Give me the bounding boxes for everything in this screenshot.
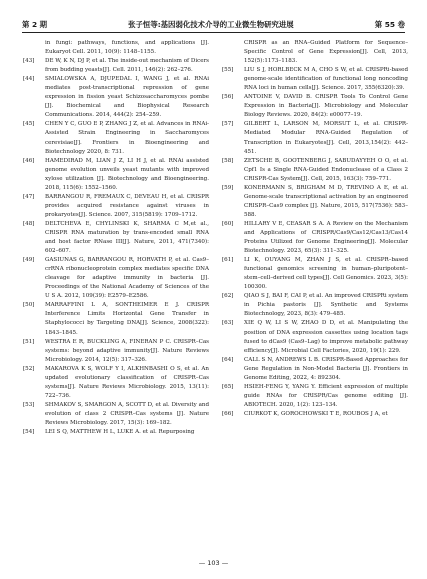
article-title: 张子恒等:基因弱化技术介导的工业微生物研究进展	[128, 20, 294, 29]
reference-item	[222, 220, 408, 256]
reference-item	[222, 319, 408, 355]
reference-text: LEI S Q, MATTHEW H L, LUKE A. et al. Repurposing	[45, 429, 195, 436]
reference-number: [52]	[23, 365, 35, 372]
reference-text: HSIEH-FENG Y, YANG Y. Efficient expression of multiple guide RNAs for CRISPR/Cas genome editing [J]. ABIOTECH. 2020, 1(2): 123–134.	[244, 383, 408, 408]
reference-text: GILBERT L, LARSON M, MORSUT L, et al. CRISPR-Mediated Modular RNA-Guided Regulation of Transcription in Eukaryotes[J]. Cell, 2013,154(2): 442–451.	[244, 121, 408, 155]
reference-item	[23, 365, 209, 401]
reference-number: [43]	[23, 58, 35, 65]
reference-text: HAMEDIRAD M, LIAN J Z, LI H J, et al. RNAi assisted genome evolution unveils yeast mutants with improved xylose utilization [J]. Biotechnology and Bioengineering. 2018, 115(6): 1552–1560.	[45, 157, 209, 191]
volume-number: 第 55 卷	[374, 20, 405, 29]
page-number: — 103 —	[198, 559, 229, 567]
reference-item	[222, 120, 408, 156]
reference-number: [44]	[23, 76, 35, 83]
reference-number: [56]	[222, 94, 234, 101]
reference-item	[23, 39, 209, 57]
reference-text: GASIUNAS G, BARRANGOU R, HORVATH P, et al. Cas9–crRNA ribonucleoprotein complex mediates specific DNA cleavage for adaptive immunity in bacteria [J]. Proceedings of the National Academy of Sciences of the U S A. 2012, 109(39): E2579–E2586.	[45, 257, 209, 300]
reference-text: XIE Q W, LI S W, ZHAO D D, et al. Manipulating the position of DNA expression cassettes using location tags fused to dCas9 (Cas9–Lag) to improve metabolic pathway efficiency[J]. Microbial Cell Factories, 2020, 19(1): 229.	[244, 320, 408, 354]
header-rule	[22, 32, 405, 33]
reference-text: SHMAKOV S, SMARGON A, SCOTT D, et al. Diversity and evolution of class 2 CRISPR–Cas systems [J]. Nature Reviews Microbiology. 2017, 15(3): 169–182.	[45, 401, 209, 426]
reference-item	[222, 157, 408, 184]
reference-item	[23, 193, 209, 220]
reference-text: DELTCHEVA E, CHYLINSKI K, SHARMA C M,et al., CRISPR RNA maturation by trans-encoded small RNA and host factor RNase III[J]. Nature, 2011, 471(7340): 602–607.	[45, 220, 209, 255]
reference-text: HILLARY V E, CEASAR S A. A Review on the Mechanism and Applications of CRISPR/Cas9/Cas12/Cas13/Cas14 Proteins Utilized for Genome Engineering[J]. Molecular Biotechnology. 2023, 65(3): 311–325.	[244, 220, 408, 255]
reference-item	[222, 292, 408, 319]
reference-item	[23, 428, 209, 437]
reference-text: SMIALOWSKA A, DJUPEDAL I, WANG J, et al. RNAi mediates post-transcriptional repression of gene expression in fission yeast Schizosaccharomyces pombe [J]. Biochemical and Biophysical Research Communications. 2014, 444(2): 254–259.	[45, 76, 209, 119]
running-header	[22, 14, 405, 30]
reference-item	[222, 410, 408, 419]
reference-item	[23, 157, 209, 193]
reference-number: [55]	[222, 67, 234, 74]
reference-text: KONERMANN S, BRIGHAM M D, TREVINO A E, et al. Genome-scale transcriptional activation by an engineered CRISPR–Cas9 complex [J]. Nature, 2015, 517(7536): 583–588.	[244, 184, 408, 218]
reference-text: in fungi: pathways, functions, and applications [J]. Eukaryot Cell. 2011, 10(9): 1148–1155.	[45, 40, 209, 56]
reference-number: [53]	[23, 401, 35, 408]
reference-text: CHEN Y C, GUO E P, ZHANG J Z, et al. Advances in RNAi-Assisted Strain Engineering in Saccharomyces cerevisiae[J]. Frontiers in Bioengineering and Biotechnology 2020, 8: 731.	[45, 121, 209, 155]
reference-number: [60]	[222, 220, 234, 227]
reference-item	[222, 93, 408, 120]
reference-number: [57]	[222, 121, 234, 128]
reference-number: [51]	[23, 338, 35, 345]
reference-item	[23, 401, 209, 428]
reference-number: [46]	[23, 157, 35, 164]
reference-item	[222, 39, 408, 66]
reference-text: ANTOINE V, DAVID B. CRISPR Tools To Control Gene Expression in Bacteria[J]. Microbiology and Molecular Biology Reviews. 2020, 84(2): e00077–19.	[244, 94, 408, 119]
reference-column-right	[222, 39, 408, 419]
reference-number: [45]	[23, 121, 35, 128]
reference-text: LI K, OUYANG M, ZHAN J S, et al. CRISPR–based functional genomics screening in human–pluripotent–stem–cell–derived cell types[J]. Cell Genomics. 2023, 3(5): 100300.	[244, 257, 408, 291]
reference-number: [54]	[23, 429, 35, 436]
reference-number: [66]	[222, 410, 234, 417]
reference-text: DE W, K N, DJ P, et al. The inside-out mechanism of Dicers from budding yeasts[J]. Cell. 2011, 146(2): 262–276.	[45, 58, 209, 74]
reference-item	[222, 184, 408, 220]
reference-number: [48]	[23, 220, 35, 227]
reference-text: CALL S N, ANDREWS L B. CRISPR-Based Approaches for Gene Regulation in Non-Model Bacteria [J]. Frontiers in Genome Editing, 2022, 4: 892304.	[244, 356, 408, 381]
issue-number: 第 2 期	[22, 20, 48, 29]
reference-text: MARRAFFINI L A, SONTHEIMER E J. CRISPR Interference Limits Horizontal Gene Transfer in Staphylococci by Targeting DNA[J]. Science, 2008(322): 1843–1845.	[45, 302, 209, 336]
reference-item	[23, 338, 209, 365]
reference-number: [50]	[23, 302, 35, 309]
reference-item	[23, 256, 209, 301]
reference-text: CIURKOT K, GOROCHOWSKI T E, ROUBOS J A, et	[244, 410, 388, 417]
reference-item	[23, 120, 209, 156]
reference-column-left	[23, 39, 209, 437]
reference-number: [62]	[222, 293, 234, 300]
reference-item	[222, 383, 408, 410]
reference-number: [65]	[222, 383, 234, 390]
reference-text: WESTRA E R, BUCKLING A, FINERAN P C. CRISPR–Cas systems: beyond adaptive immunity[J]. Nature Reviews Microbiology. 2014, 12(5): 317–326.	[45, 338, 209, 363]
reference-number: [47]	[23, 193, 35, 200]
reference-item	[23, 301, 209, 337]
reference-text: LIU S J, HORLBECK M A, CHO S W, et al. CRISPRi-based genome-scale identification of functional long noncoding RNA loci in human cells[J]. Science. 2017, 355(6320):39.	[244, 67, 408, 92]
reference-number: [61]	[222, 257, 234, 264]
reference-item	[222, 256, 408, 292]
reference-item	[23, 57, 209, 75]
reference-text: ZETSCHE B, GOOTENBERG J, SABUDAYYEH O O, et al. Cpf1 Is a Single RNA-Guided Endonuclease of a Class 2 CRISPR-Cas System[J]. Cell, 2015, 163(3): 759–771.	[244, 157, 408, 182]
reference-number: [58]	[222, 157, 234, 164]
reference-number: [59]	[222, 184, 234, 191]
reference-number: [63]	[222, 320, 234, 327]
reference-item	[222, 66, 408, 93]
reference-text: QIAO S J, BAI F, CAI P, et al. An improved CRISPRi system in Pichia pastoris [J]. Synthetic and Systems Biotechnology, 2023, 8(3): 479–485.	[244, 293, 408, 318]
reference-item	[23, 75, 209, 120]
reference-item	[23, 220, 209, 256]
reference-text: BARRANGOU R, FREMAUX C, DEVEAU H, et al. CRISPR provides acquired resistance against viruses in prokaryotes[J]. Science. 2007, 315(5819): 1709–1712.	[45, 193, 209, 218]
reference-number: [49]	[23, 257, 35, 264]
reference-item	[222, 356, 408, 383]
reference-text: MAKAROVA K S, WOLF Y I, ALKHNBASHI O S, et al. An updated evolutionary classification of CRISPR–Cas systems[J]. Nature Reviews Microbiology. 2015, 13(11): 722–736.	[45, 365, 209, 399]
reference-text: CRISPR as an RNA–Guided Platform for Sequence–Specific Control of Gene Expression[J]. Cell, 2013, 152(5):1173–1183.	[244, 40, 408, 65]
reference-number: [64]	[222, 356, 234, 363]
